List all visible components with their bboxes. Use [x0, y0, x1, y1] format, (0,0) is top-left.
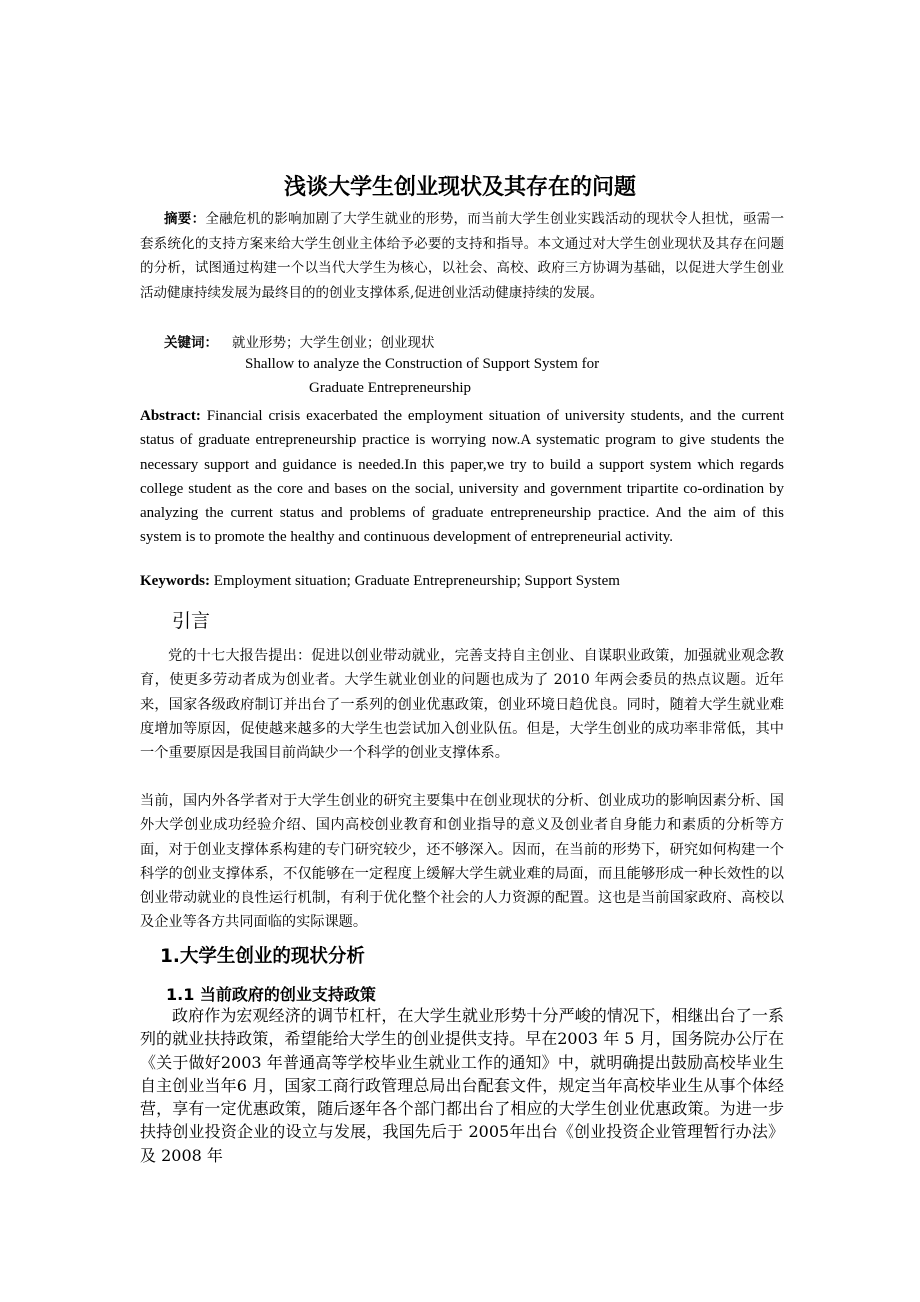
abstract-text: 全融危机的影响加剧了大学生就业的形势，而当前大学生创业实践活动的现状令人担忧，亟需一套系统化的支持方案来给大学生创业主体给予必要的支持和指导。本文通过对大学生创业现状及其存在问题的分析，试图通过构建一个以当代大学生为核心，以社会、高校、政府三方协调为基础，以促进大学生创业活动健康持续发展为最终目的的创业支撑体系,促进创业活动健康持续的发展。 [140, 211, 785, 301]
intro-paragraph-1: 党的十七大报告提出：促进以创业带动就业，完善支持自主创业、自谋职业政策，加强就业观念教育，使更多劳动者成为创业者。大学生就业创业的问题也成为了 2010 年两会委员的热点议题。近年来，国家各级政府制订并出台了一系列的创业优惠政策，创业环境日趋优良。同时，随着大学生就业难度增加等原因，促使越来越多的大学生也尝试加入创业队伍。但是，大学生创业的成功率非常低，其中一个重要原因是我国目前尚缺少一个科学的创业支撑体系。 [140, 648, 784, 762]
english-abstract-text: Financial crisis exacerbated the employment situation of university students, and the current status of graduate entrepreneurship practice is worrying now.A systematic program to give students the necessary support and guidance is needed.In this paper,we try to build a support system which regards college student as the core and bases on the social, university and government tripartite co-ordination by analyzing the current status and problems of graduate entrepreneurship practice. And the aim of this system is to promote the healthy and continuous development of entrepreneurial activity. [140, 408, 784, 546]
english-abstract [140, 404, 784, 550]
intro-paragraph-2: 当前，国内外各学者对于大学生创业的研究主要集中在创业现状的分析、创业成功的影响因素分析、国外大学创业成功经验介绍、国内高校创业教育和创业指导的意义及创业者自身能力和素质的分析等方面，对于创业支撑体系构建的专门研究较少，还不够深入。因而，在当前的形势下，研究如何构建一个科学的创业支撑体系，不仅能够在一定程度上缓解大学生就业难的局面，而且能够形成一种长效性的以创业带动就业的良性运行机制，有利于优化整个社会的人力资源的配置。这也是当前国家政府、高校以及企业等各方共同面临的实际课题。 [140, 793, 784, 931]
english-title-line1: Shallow to analyze the Construction of Support System for [245, 356, 600, 372]
english-keywords-text: Employment situation; Graduate Entrepreneurship; Support System [210, 573, 620, 589]
chinese-abstract [140, 207, 784, 305]
keywords-text: 就业形势；大学生创业；创业现状 [232, 335, 435, 351]
keywords-label: 关键词： [164, 335, 218, 351]
english-keywords-label: Keywords: [140, 573, 210, 589]
section-1-1-paragraph: 政府作为宏观经济的调节杠杆，在大学生就业形势十分严峻的情况下，相继出台了一系列的就业扶持政策，希望能给大学生的创业提供支持。早在2003 年 5 月，国务院办公厅在《关于做好2003 年普通高等学校毕业生就业工作的通知》中，就明确提出鼓励高校毕业生自主创业当年6 月，国家工商行政管理总局出台配套文件，规定当年高校毕业生从事个体经营，享有一定优惠政策，随后逐年各个部门都出台了相应的大学生创业优惠政策。为进一步扶持创业投资企业的设立与发展，我国先后于 2005年出台《创业投资企业管理暂行办法》及 2008 年 [140, 1006, 784, 1165]
section-1-1-heading: 1.1 当前政府的创业支持政策 [166, 985, 376, 1004]
english-keywords [140, 573, 620, 590]
section-1-heading: 1.大学生创业的现状分析 [160, 946, 365, 967]
abstract-label: 摘要： [164, 211, 206, 227]
english-title-line2: Graduate Entrepreneurship [309, 380, 472, 396]
intro-heading: 引言 [172, 610, 211, 632]
page-title: 浅谈大学生创业现状及其存在的问题 [283, 175, 636, 200]
english-abstract-label: Abstract: [140, 408, 201, 424]
chinese-keywords [164, 331, 435, 351]
